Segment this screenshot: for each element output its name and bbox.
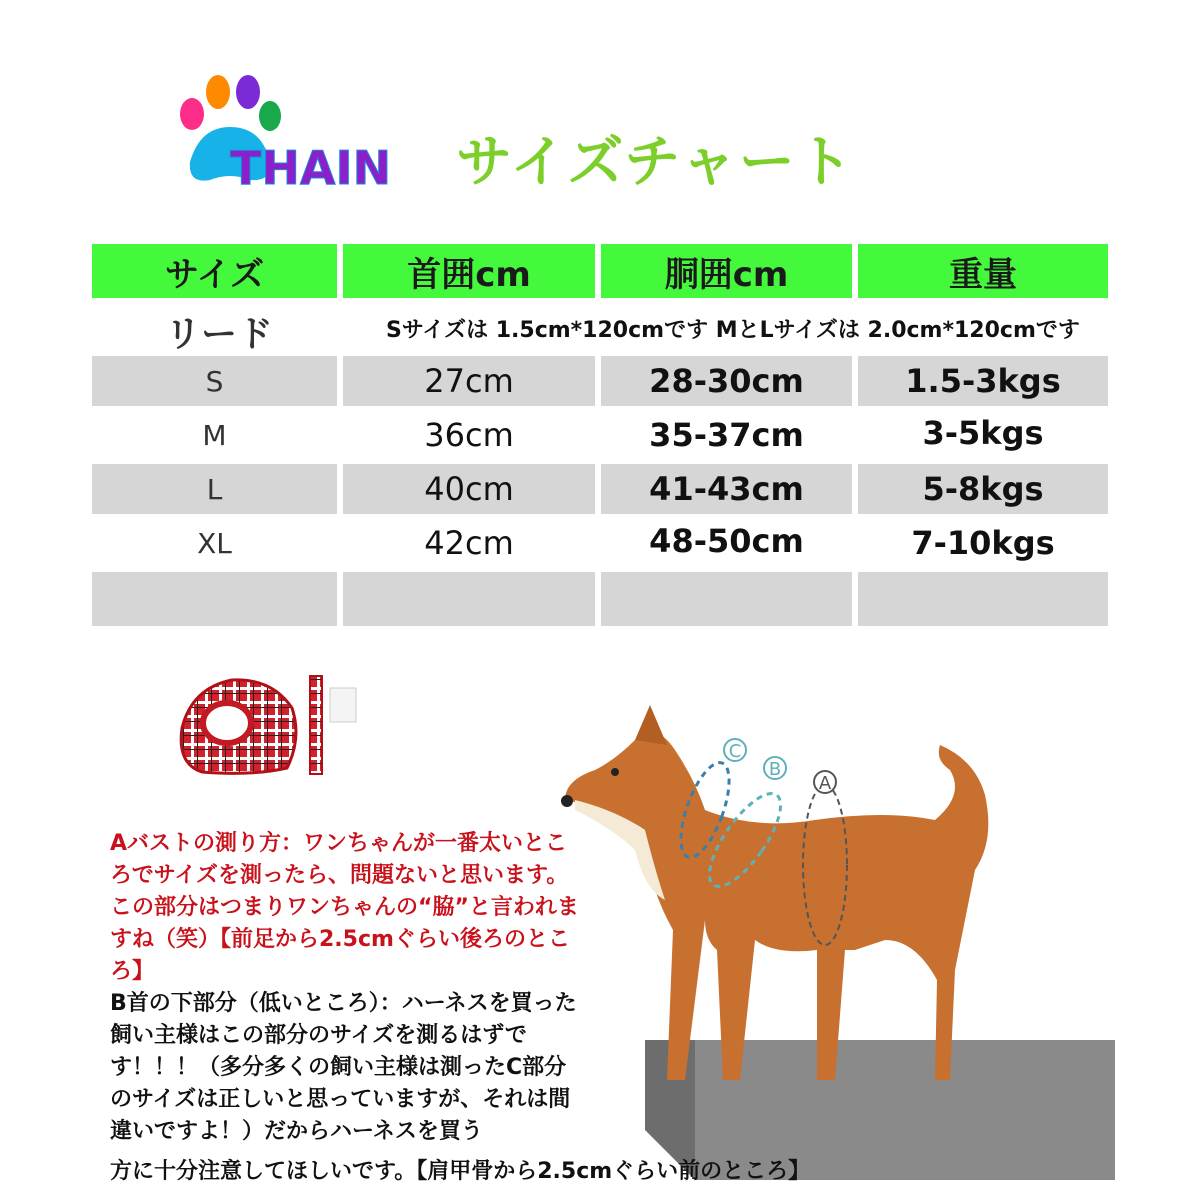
- brand-logo: [170, 72, 410, 202]
- note-b-last-line: 方に十分注意してほしいです。【肩甲骨から2.5cmぐらい前のところ】: [110, 1159, 811, 1184]
- row-empty-4: [858, 572, 1108, 626]
- dog-measurement-diagram: [555, 700, 1115, 1180]
- row-xl-size: XL: [197, 526, 232, 560]
- label-a: A: [818, 773, 832, 794]
- header-neck: 首囲cm: [343, 244, 595, 298]
- row-l-weight: 5-8kgs: [858, 464, 1108, 514]
- row-xl-neck: 42cm: [424, 524, 514, 562]
- row-empty-1: [92, 572, 337, 626]
- row-xl-weight: 7-10kgs: [911, 524, 1055, 562]
- row-empty-3: [601, 572, 852, 626]
- note-a: Aバストの測り方：ワンちゃんが一番太いところでサイズを測ったら、問題ないと思います。この部分はつまりワンちゃんの“脇”と言われますね（笑）【前足から2.5cmぐらい後ろのところ】: [110, 831, 579, 984]
- row-m-chest: 35-37cm: [649, 416, 804, 454]
- row-m-neck: 36cm: [424, 416, 514, 454]
- row-l-size: L: [92, 464, 337, 514]
- harness-product-image: [172, 668, 372, 780]
- header-size: サイズ: [92, 244, 337, 298]
- note-b: B首の下部分（低いところ）：ハーネスを買った飼い主様はこの部分のサイズを測るはずです！！！（多分多くの飼い主様は測ったC部分のサイズは正しいと思っていますが、それは間違いですよ！）だからハーネスを買う: [110, 991, 577, 1144]
- row-xl-chest: 48-50cm: [649, 522, 804, 560]
- page-title: サイズチャート: [456, 130, 855, 195]
- logo-text: THAIN: [230, 141, 392, 195]
- lead-note: Sサイズは 1.5cm*120cmです MとLサイズは 2.0cm*120cmです: [386, 318, 1080, 343]
- label-c: C: [728, 741, 742, 762]
- row-s-chest: 28-30cm: [601, 356, 852, 406]
- label-b: B: [768, 759, 782, 780]
- row-m-weight: 3-5kgs: [922, 414, 1044, 452]
- row-empty-2: [343, 572, 595, 626]
- header-weight: 重量: [858, 244, 1108, 298]
- row-s-weight: 1.5-3kgs: [858, 356, 1108, 406]
- row-l-neck: 40cm: [343, 464, 595, 514]
- measurement-notes: [110, 828, 585, 1148]
- row-l-chest: 41-43cm: [601, 464, 852, 514]
- row-s-neck: 27cm: [343, 356, 595, 406]
- header-chest: 胴囲cm: [601, 244, 852, 298]
- row-s-size: S: [92, 356, 337, 406]
- lead-label: リード: [165, 314, 274, 355]
- row-m-size: M: [202, 418, 227, 452]
